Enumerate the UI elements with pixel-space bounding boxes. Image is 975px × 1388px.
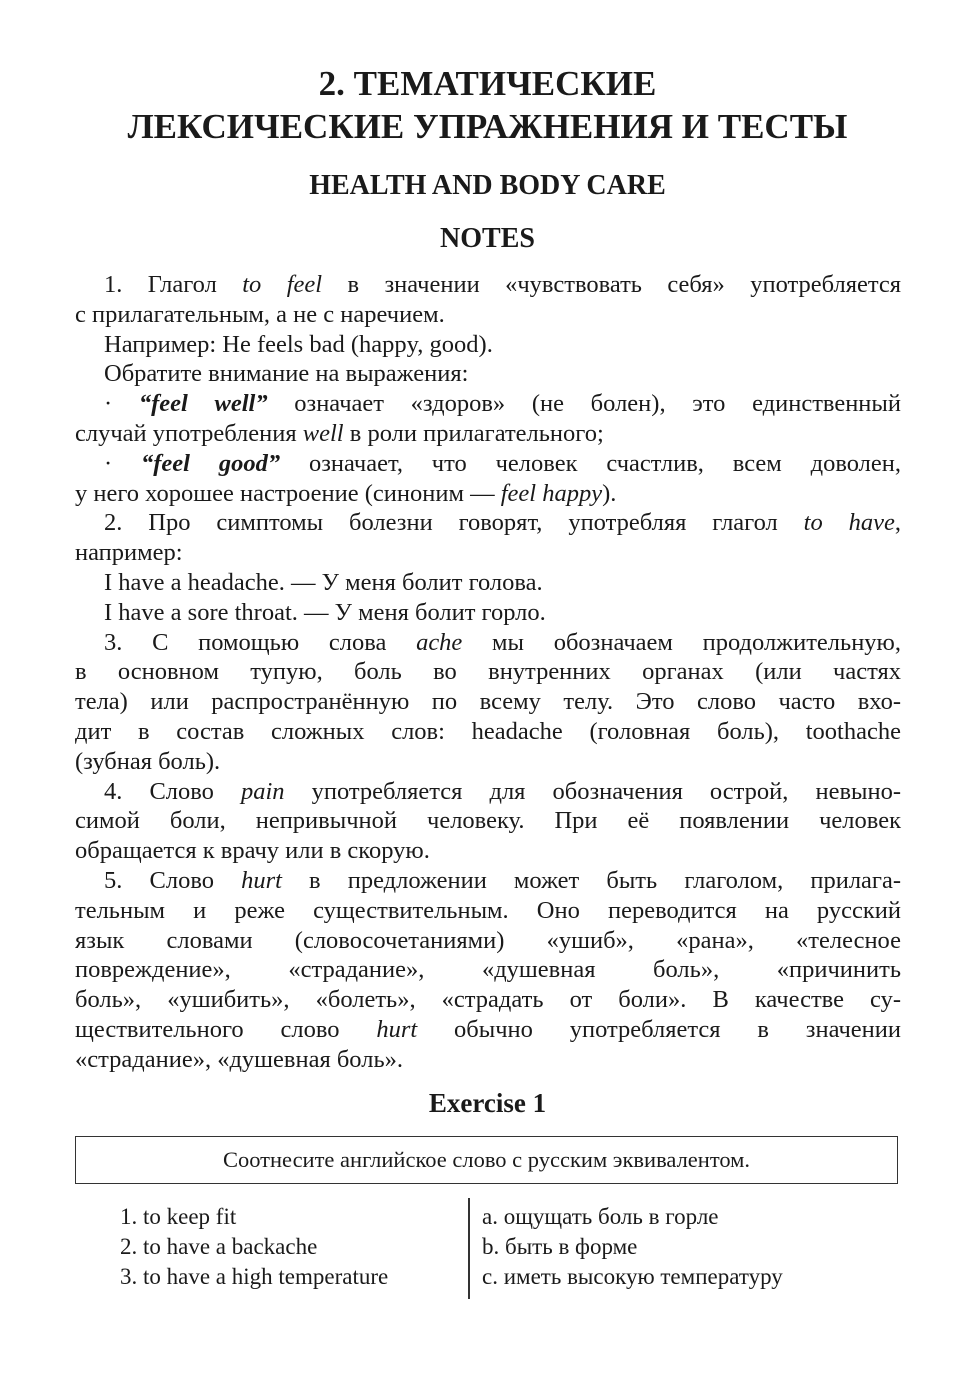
text-segment: у него хорошее настроение (синоним — bbox=[75, 479, 501, 507]
topic-heading: HEALTH AND BODY CARE bbox=[309, 170, 666, 201]
emphasized-term: to have bbox=[803, 509, 895, 537]
english-item: 1. to keep fit bbox=[120, 1204, 237, 1229]
notes-body bbox=[75, 270, 901, 1075]
text-segment: в роли прилагательного; bbox=[343, 419, 604, 447]
text-line bbox=[75, 926, 901, 956]
text-line bbox=[75, 896, 901, 926]
text-line bbox=[75, 657, 901, 687]
text-line bbox=[75, 389, 901, 419]
text-segment: 2. Про симптомы болезни говорят, употребляя глагол bbox=[104, 509, 804, 537]
russian-column bbox=[482, 1202, 783, 1292]
text-segment: ). bbox=[602, 479, 617, 507]
exercise-instruction-box: Соотнесите английское слово с русским эквивалентом. bbox=[75, 1136, 898, 1184]
text-line bbox=[75, 419, 901, 449]
chapter-title-line1: 2. ТЕМАТИЧЕСКИЕ bbox=[318, 64, 657, 103]
emphasized-term: feel happy bbox=[500, 479, 603, 507]
text-line bbox=[75, 508, 901, 538]
emphasized-term: hurt bbox=[241, 866, 282, 894]
text-segment: · bbox=[104, 390, 139, 418]
text-line bbox=[75, 449, 901, 479]
text-line bbox=[75, 300, 901, 330]
text-segment: обращается к врачу или в скорую. bbox=[75, 837, 430, 865]
text-segment: Например: He feels bad (happy, good). bbox=[104, 330, 493, 358]
exercise-title: Exercise 1 bbox=[428, 1088, 547, 1118]
text-segment: в предложении может быть глаголом, прилага- bbox=[281, 866, 902, 894]
text-line bbox=[75, 628, 901, 658]
russian-item: b. быть в форме bbox=[482, 1234, 638, 1259]
text-line bbox=[75, 598, 901, 628]
text-line bbox=[75, 359, 901, 389]
russian-item: a. ощущать боль в горле bbox=[482, 1204, 719, 1229]
text-segment: , bbox=[894, 509, 901, 537]
text-line bbox=[75, 866, 901, 896]
chapter-title-line2: ЛЕКСИЧЕСКИЕ УПРАЖНЕНИЯ И ТЕСТЫ bbox=[127, 107, 848, 146]
text-segment: Обратите внимание на выражения: bbox=[104, 360, 469, 388]
text-segment: (зубная боль). bbox=[75, 747, 221, 775]
text-segment: означает, что человек счастлив, всем доволен, bbox=[280, 449, 901, 477]
emphasized-term: “feel good” bbox=[141, 449, 281, 477]
text-segment: 4. Слово bbox=[104, 777, 241, 805]
text-line bbox=[75, 270, 901, 300]
text-segment: язык словами (словосочетаниями) «ушиб», «рана», «телесное bbox=[75, 926, 901, 954]
emphasized-term: ache bbox=[416, 628, 463, 656]
text-line bbox=[75, 479, 901, 509]
emphasized-term: “feel well” bbox=[138, 390, 268, 418]
text-segment: 1. Глагол bbox=[104, 271, 243, 298]
column-divider bbox=[468, 1198, 470, 1299]
text-segment: дит в состав сложных слов: headache (головная боль), toothache bbox=[75, 717, 901, 745]
text-segment: I have a headache. — У меня болит голова. bbox=[104, 568, 543, 596]
text-segment: «страдание», «душевная боль». bbox=[75, 1045, 404, 1073]
emphasized-term: to feel bbox=[242, 271, 323, 298]
text-line bbox=[75, 1045, 901, 1075]
text-segment: · bbox=[104, 449, 142, 477]
text-line bbox=[75, 985, 901, 1015]
english-item: 3. to have a high temperature bbox=[120, 1264, 389, 1289]
text-segment: в основном тупую, боль во внутренних органах (или частях bbox=[75, 658, 901, 686]
text-segment: с прилагательным, а не с наречием. bbox=[75, 300, 445, 328]
text-segment: боль», «ушибить», «болеть», «страдать от боли». В качестве су- bbox=[75, 986, 901, 1014]
text-segment: тела) или распространённую по всему телу. Это слово часто вхо- bbox=[75, 688, 901, 716]
text-segment: в значении «чувствовать себя» употребляется bbox=[322, 271, 902, 298]
text-line bbox=[75, 806, 901, 836]
text-line bbox=[75, 687, 901, 717]
emphasized-term: hurt bbox=[376, 1015, 418, 1043]
text-line bbox=[75, 330, 901, 360]
emphasized-term: well bbox=[302, 419, 344, 447]
text-line bbox=[75, 955, 901, 985]
text-segment: ществительного слово bbox=[75, 1015, 377, 1043]
emphasized-term: pain bbox=[240, 777, 285, 805]
text-segment: 3. С помощью слова bbox=[104, 628, 417, 656]
text-segment: I have a sore throat. — У меня болит горло. bbox=[104, 598, 546, 626]
text-segment: случай употребления bbox=[75, 419, 303, 447]
text-segment: симой боли, непривычной человеку. При её появлении человек bbox=[75, 807, 901, 835]
text-line bbox=[75, 1015, 901, 1045]
notes-heading: NOTES bbox=[440, 223, 535, 254]
text-segment: повреждение», «страдание», «душевная боль», «причинить bbox=[75, 956, 901, 984]
english-item: 2. to have a backache bbox=[120, 1234, 318, 1259]
text-segment: 5. Слово bbox=[104, 866, 242, 894]
text-segment: употребляется для обозначения острой, невыно- bbox=[284, 777, 901, 805]
text-line bbox=[75, 538, 901, 568]
text-line bbox=[75, 747, 901, 777]
text-line bbox=[75, 836, 901, 866]
english-column bbox=[120, 1202, 465, 1292]
text-segment: обычно употребляется в значении bbox=[417, 1015, 901, 1043]
text-line bbox=[75, 717, 901, 747]
text-segment: означает «здоров» (не болен), это единственный bbox=[267, 390, 901, 418]
text-line bbox=[75, 777, 901, 807]
text-segment: мы обозначаем продолжительную, bbox=[462, 628, 901, 656]
text-segment: тельным и реже существительным. Оно переводится на русский bbox=[75, 896, 901, 924]
russian-item: c. иметь высокую температуру bbox=[482, 1264, 783, 1289]
text-segment: например: bbox=[75, 539, 183, 567]
text-line bbox=[75, 568, 901, 598]
